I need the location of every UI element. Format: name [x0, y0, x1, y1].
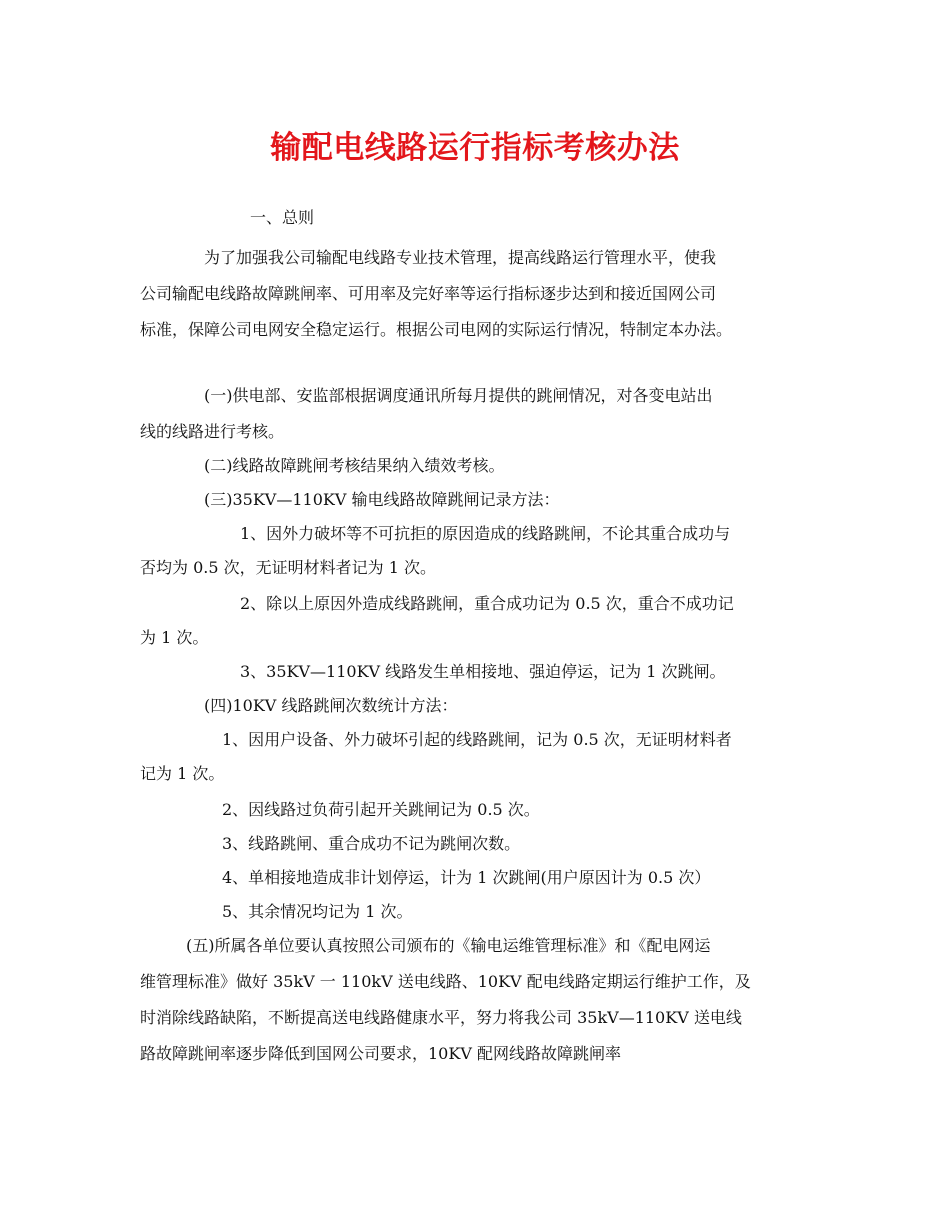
clause-3-item-line: 1、因外力破坏等不可抗拒的原因造成的线路跳闸，不论其重合成功与 — [240, 524, 731, 543]
clause-5-line: (五)所属各单位要认真按照公司颁布的《输电运维管理标准》和《配电网运 — [186, 936, 711, 955]
clause-4-item-line: 5、其余情况均记为 1 次。 — [222, 902, 413, 921]
paragraph-line: 标准，保障公司电网安全稳定运行。根据公司电网的实际运行情况，特制定本办法。 — [140, 320, 733, 339]
clause-3-item-line: 为 1 次。 — [140, 628, 209, 647]
section-heading-general: 一、总则 — [250, 208, 315, 227]
clause-5-line: 时消除线路缺陷，不断提高送电线路健康水平，努力将我公司 35kV—110KV 送电线 — [140, 1008, 742, 1027]
clause-1-line: (一)供电部、安监部根据调度通讯所每月提供的跳闸情况，对各变电站出 — [204, 386, 713, 405]
clause-3-item-line: 3、35KV—110KV 线路发生单相接地、强迫停运，记为 1 次跳闸。 — [240, 662, 726, 681]
clause-3-item-line: 2、除以上原因外造成线路跳闸，重合成功记为 0.5 次，重合不成功记 — [240, 594, 734, 613]
clause-5-line: 路故障跳闸率逐步降低到国网公司要求，10KV 配网线路故障跳闸率 — [140, 1044, 621, 1063]
clause-1-line: 线的线路进行考核。 — [140, 422, 285, 441]
clause-4-item-line: 1、因用户设备、外力破坏引起的线路跳闸，记为 0.5 次，无证明材料者 — [222, 730, 732, 749]
clause-4-item-line: 记为 1 次。 — [140, 764, 225, 783]
clause-4-heading: (四)10KV 线路跳闸次数统计方法： — [204, 696, 458, 715]
clause-2-line: (二)线路故障跳闸考核结果纳入绩效考核。 — [204, 456, 505, 475]
clause-3-heading: (三)35KV—110KV 输电线路故障跳闸记录方法： — [204, 490, 560, 509]
clause-5-line: 维管理标准》做好 35kV 一 110kV 送电线路、10KV 配电线路定期运行维护工作，及 — [140, 972, 751, 991]
clause-4-item-line: 3、线路跳闸、重合成功不记为跳闸次数。 — [222, 834, 521, 853]
clause-3-item-line: 否均为 0.5 次，无证明材料者记为 1 次。 — [140, 558, 436, 577]
clause-4-item-line: 2、因线路过负荷引起开关跳闸记为 0.5 次。 — [222, 800, 540, 819]
document-title: 输配电线路运行指标考核办法 — [270, 130, 680, 166]
paragraph-line: 为了加强我公司输配电线路专业技术管理，提高线路运行管理水平，使我 — [204, 248, 717, 267]
clause-4-item-line: 4、单相接地造成非计划停运，计为 1 次跳闸(用户原因计为 0.5 次） — [222, 868, 711, 887]
paragraph-line: 公司输配电线路故障跳闸率、可用率及完好率等运行指标逐步达到和接近国网公司 — [140, 284, 717, 303]
